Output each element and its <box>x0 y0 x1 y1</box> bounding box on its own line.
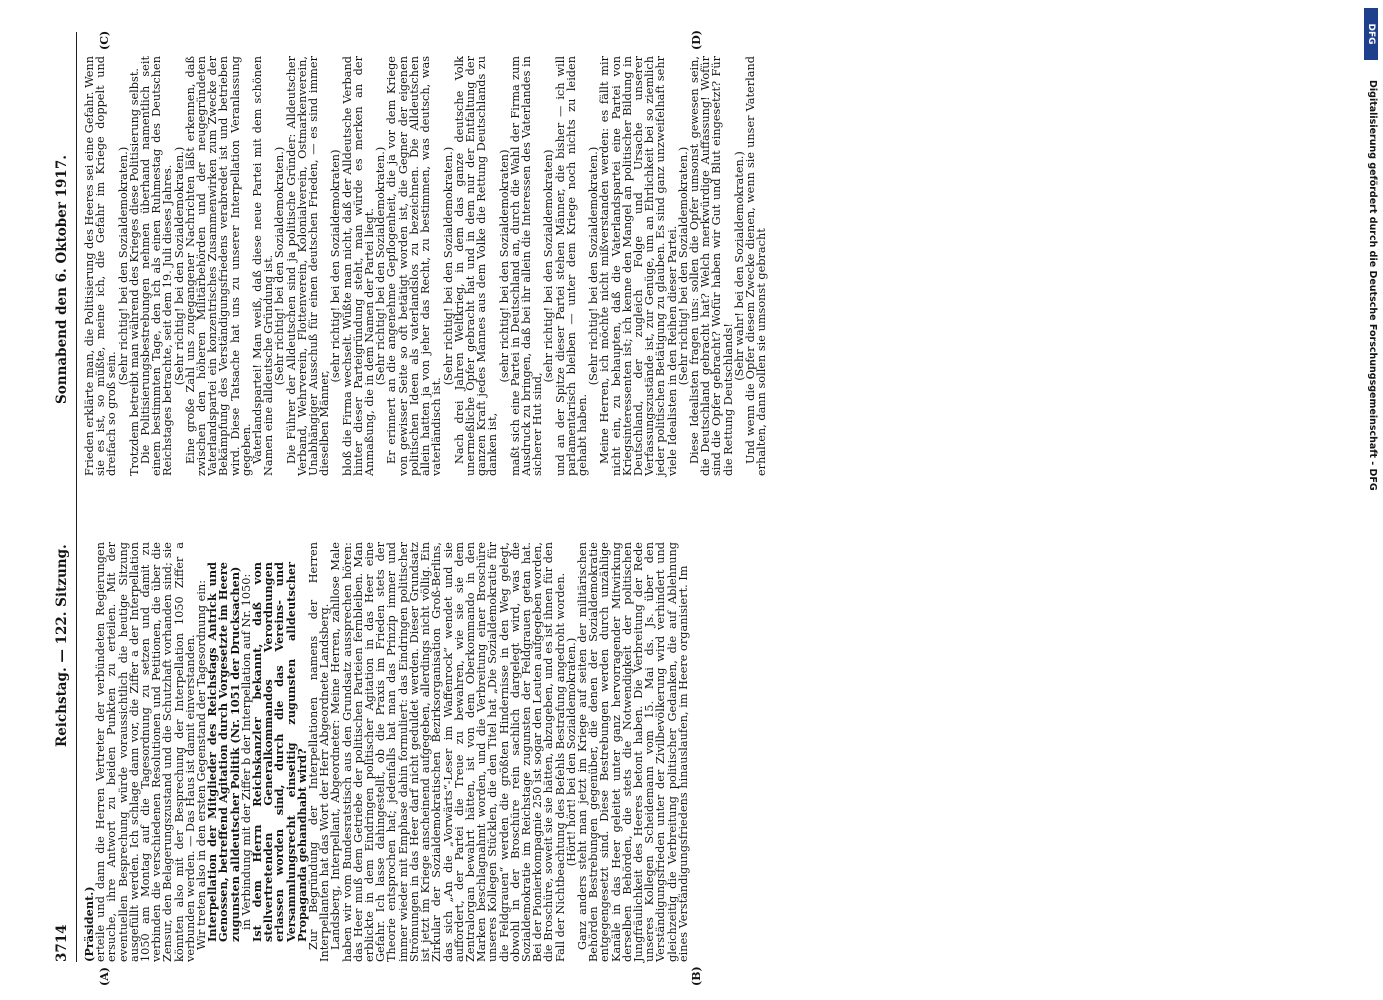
speech-paragraph: Eine große Zahl uns zugegangener Nachrichten läßt erkennen, daß zwischen den höheren Militärbehörden und der neugegründeten Vaterlandspartei ein konzentrisches Zusammenwirken zum Zwecke der Bekämpfung des Verständigungsfriedens verabredet ist und betrieben wird. Diese Tatsache hat uns zu unserer Interpellation Veranlassung gegeben. <box>183 56 253 476</box>
document-page <box>50 30 1315 986</box>
paragraph: Zur Begründung der Interpellationen namens der Herren Interpellanten hat das Wort der Herr Abgeordnete Landsberg. <box>307 542 332 962</box>
interjection: (sehr richtig! bei den Sozialdemokraten) <box>542 149 556 383</box>
interjection: (sehr richtig! bei den Sozialdemokraten) <box>329 149 343 383</box>
speech-paragraph: Nach drei Jahren Weltkrieg, in dem das ganze deutsche Volk unermeßliche Opfer gebracht hat und in dem nur der Entfaltung der ganzen Kraft jedes Mannes aus dem Volke die Rettung Deutschlands zu danken ist, <box>452 56 500 476</box>
page-header <box>50 32 77 962</box>
speech-paragraph: maßt sich eine Partei in Deutschland an, durch die Wahl der Firma zum Ausdruck zu bringen, daß bei ihr allein die Interessen des Vaterlandes in sicherer Hut sind, <box>508 56 545 476</box>
digitization-note-text: Digitalisierung gefördert durch die Deutsche Forschungsgemeinschaft - DFG <box>1367 80 1378 491</box>
paragraph: Wir treten also in den ersten Gegenstand der Tagesordnung ein: <box>195 579 209 950</box>
speech-paragraph: Die Führer der Alldeutschen sind ja politische Gründer: Alldeutscher Verband, Wehrverein, Flottenverein, Kolonialverein, Ostmarkenverein, Unabhängiger Ausschuß für einen deutschen Frieden, — es sind immer dieselben Männer, <box>284 56 332 476</box>
session-date: Sonnabend den 6. Oktober 1917. <box>54 155 70 404</box>
interjection: (sehr richtig! bei den Sozialdemokraten) <box>497 149 511 383</box>
speech-paragraph: Die Politisierungsbestrebungen nehmen überhand namentlich seit einem bestimmten Tage, den ich als einen Ruhmestag des Deutschen Reichstages betrachte, seit dem 19. Juli dieses Jahres. <box>139 56 175 476</box>
margin-mark-d: (D) <box>690 30 703 50</box>
interjection: (Sehr wahr! bei den Sozialdemokraten.) <box>732 151 746 381</box>
interpellation-heading: Interpellation der Mitglieder des Reichstags Antrick und Genossen, betreffend Agitation durch Vorgesetzte im Heere zugunsten alldeutscher Politik (Nr. 1051 der Drucksachen) <box>205 562 242 942</box>
speech-paragraph: Meine Herren, ich möchte nicht mißverstanden werden: es fällt mir nicht ein, zu behaupten, daß die Vaterlandspartei eine Partei von Kriegsinteressenten ist; ich kenne den Mangel an politischer Bildung in Deutschland, der zugleich Folge und Ursache unserer Verfassungszustände ist, zur Genüge, um an Ehrlichkeit bei so ziemlich jeder politischen Betätigung zu glauben. Es sind ganz unzweifelhaft sehr viele Idealisten in den Reihen dieser Partei. <box>598 56 679 476</box>
interjection: (Sehr richtig! bei den Sozialdemokraten.) <box>172 146 186 386</box>
interjection: (Sehr richtig! bei den Sozialdemokraten.) <box>441 146 455 386</box>
speech-paragraph: Diese Idealisten fragen uns: sollen die Opfer umsonst gewesen sein, die Deutschland gebracht hat? Welch merkwürdige Auffassung! Wofür sind die Opfer gebracht? Wofür haben wir Gut und Blut eingesetzt? Für die Rettung Deutschlands! <box>687 56 735 476</box>
digitization-note <box>1362 80 1378 940</box>
speech-paragraph: Landsberg, Interpellant, Abgeordneter: Meine Herren, zahllose Male haben wir vom Bundesratstisch aus den Grundsatz aussprechen hören: das Heer muß dem Getriebe der politischen Parteien fernbleiben. Man erblickte in dem Eindringen politischer Agitation in das Heer eine Gefahr. Ich lasse dahingestellt, ob die Praxis im Frieden stets der Theorie entsprochen hat; jedenfalls hat man das Prinzip immer und immer wieder mit Emphase dahin formuliert: das Eindringen politischer Strömungen in das Heer darf nicht geduldet werden. Dieser Grundsatz ist jetzt im Kriege anscheinend aufgegeben, allerdings nicht völlig. Ein Zirkular der Sozialdemokratischen Bezirksorganisation Groß-Berlins, das sich „An die „Vorwärts“-Leser im Waffenrock“ wendet und sie auffordert, der Partei die Treue zu bewahren, wie sie sie dem Zentralorgan bewahrt hätten, ist von dem Oberkommando in den Marken beschlagnahmt worden, und die Verbreitung einer Broschüre unseres Kollegen Stücklen, die den Titel hat „Die Sozialdemokratie für die Feldgrauen“ werden die größten Hindernisse in den Weg gelegt, obwohl in der Broschüre rein sachlich dargelegt wird, was die Sozialdemokratie im Reichstage zugunsten der Feldgrauen getan hat. Bei der Pionierkompagnie 250 ist sogar den Leuten aufgegeben worden, die Broschüre, soweit sie sie hätten, abzugeben, und es ist ihnen für den Fall der Nichtbeachtung des Befehls Bestrafung angedroht worden. <box>329 542 567 962</box>
speech-paragraph: Und wenn die Opfer diesem Zwecke dienen, wenn sie unser Vaterland erhalten, dann sollen sie umsonst gebracht <box>743 56 769 476</box>
interjection: (Sehr richtig! bei den Sozialdemokraten.) <box>116 146 130 386</box>
speech-paragraph: bloß die Firma wechselt. Wüßte man nicht, daß der Alldeutsche Verband hinter dieser Parteigründung steht, man würde es merken an der Anmaßung, die in dem Namen der Partei liegt. <box>340 56 377 476</box>
interjection: (Sehr richtig! bei den Sozialdemokraten.) <box>374 146 388 386</box>
paragraph: in Verbindung mit der Ziffer b der Interpellation auf Nr. 1050: <box>239 573 253 930</box>
interjection: (Sehr richtig! bei den Sozialdemokraten.) <box>587 146 601 386</box>
dfg-logo <box>1364 8 1378 60</box>
speech-paragraph: und an der Spitze dieser Partei stehen Männer, die bisher — ich will parlamentarisch bleiben — unter dem Kriege noch nichts zu leiden gehabt haben. <box>553 56 589 476</box>
speech-paragraph: Vaterlandspartei! Man weiß, daß diese neue Partei mit dem schönen Namen eine alldeutsche Gründung ist. <box>251 56 276 476</box>
right-column <box>84 56 767 476</box>
speech-paragraph: Trotzdem betreibt man während des Krieges diese Politisierung selbst. <box>127 68 141 476</box>
left-column <box>84 542 689 962</box>
margin-mark-b: (B) <box>690 966 703 986</box>
interpellation-question: Ist dem Herrn Reichskanzler bekannt, daß von stellvertretenden Generalkommandos Verordnungen erlassen worden sind, durch die das Vereins- und Versammlungsrecht einseitig zugunsten alldeutscher Propaganda gehandhabt wird? <box>250 562 309 942</box>
speech-paragraph: Er erinnert an die angenehme Gepflogenheit, die ja vor dem Kriege von gewisser Seite so oft betätigt worden ist, die Gegner der eigenen politischen Ideen als vaterlandslos zu bezeichnen. Die Alldeutschen allein hatten ja von jeher das Recht, zu bestimmen, was deutsch, was vaterländisch ist. <box>385 56 444 476</box>
dfg-logo-text: DFG <box>1366 23 1376 45</box>
margin-mark-c: (C) <box>98 30 111 50</box>
paragraph: erteile und dann die Herren Vertreter der verbündeten Regierungen ersuche, ihre Antwort zu beiden Punkten zu erteilen. Mit der eventuellen Besprechung würde voraussichtlich die heutige Sitzung ausgefüllt werden. Ich schlage dann vor, die Ziffer a der Interpellation 1050 am Montag auf die Tagesordnung zu setzen und damit zu verbinden die verschiedenen Resolutionen und Petitionen, die über die Zensur, den Belagerungszustand und die Schutzhaft vorhanden sind; sie könnten also mit der Besprechung der Interpellation 1050 Ziffer a verbunden werden. — Das Haus ist damit einverstanden. <box>94 542 197 962</box>
session-title: Reichstag. — 122. Sitzung. <box>54 544 70 747</box>
interjection: (Sehr richtig! bei den Sozialdemokraten.) <box>676 146 690 386</box>
speaker-label: (Präsident.) <box>82 886 96 962</box>
page-number: 3714 <box>54 924 70 962</box>
interjection: (Sehr richtig! bei den Sozialdemokraten.) <box>273 146 287 386</box>
interjection: (Hört! hört! bei den Sozialdemokraten.) <box>564 637 578 867</box>
speech-paragraph: Frieden erklärte man, die Politisierung des Heeres sei eine Gefahr. Wenn sie es ist, so müßte, meine ich, die Gefahr im Kriege doppelt und dreifach so groß sein. <box>83 56 119 476</box>
speech-paragraph: Ganz anders steht man jetzt im Kriege auf seiten der militärischen Behörden Bestrebungen gegenüber, die denen der Sozialdemokratie entgegengesetzt sind. Diese Bestrebungen werden durch unzählige Kanäle in das Heer geleitet unter ganz hervorragender Mitwirkung derselben Behörden, die stets die Notwendigkeit der politischen Jungfräulichkeit des Heeres betont haben. Die Verbreitung der Rede unseres Kollegen Scheidemann vom 15. Mai ds. Js. über den Verständigungsfrieden unter der Zivilbevölkerung wird verhindert und gleichzeitig die Verbreitung politischer Gedanken, die auf Ablehnung eines Verständigungsfriedens hinauslaufen, im Heere organisiert. Im <box>575 542 690 962</box>
margin-mark-a: (A) <box>98 967 111 986</box>
